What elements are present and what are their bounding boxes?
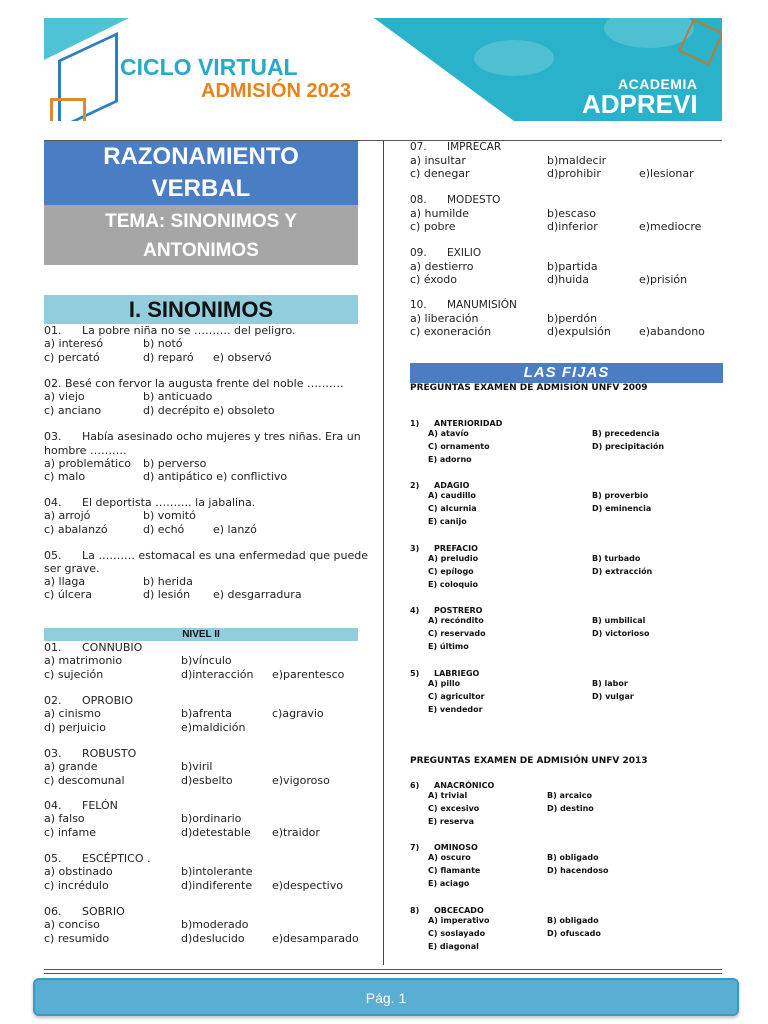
option: d)interacción	[181, 668, 254, 681]
option: e)lesionar	[639, 167, 694, 180]
exam-option: D) extracción	[592, 567, 653, 576]
exam-option: A) recóndito	[428, 616, 484, 625]
exam-option: D) destino	[547, 804, 594, 813]
option: b)afrenta	[181, 707, 232, 720]
exam-question-word: OBCECADO	[434, 906, 484, 915]
question-word: ROBUSTO	[82, 747, 137, 760]
title-block	[44, 141, 358, 205]
option: c) exoneración	[410, 325, 492, 338]
exam-option: A) trivial	[428, 791, 468, 800]
exam-option: D) victorioso	[592, 629, 650, 638]
option: c) éxodo	[410, 273, 458, 286]
question-word: CONNUBIO	[82, 641, 143, 654]
page-number: Pág. 1	[365, 990, 407, 1006]
exam-option: E) vendedor	[428, 705, 483, 714]
option: d)detestable	[181, 826, 251, 839]
question-stem: La ………. estomacal es una enfermedad que puede	[82, 549, 368, 562]
question-word: EXILIO	[447, 247, 482, 259]
exam-option: B) labor	[592, 679, 628, 688]
option: b)maldecir	[547, 154, 607, 167]
bottom-rule	[44, 973, 722, 974]
option: c) sujeción	[44, 668, 104, 681]
column-divider	[383, 141, 384, 965]
option: e)maldición	[181, 721, 246, 734]
exam-option: C) ornamento	[428, 442, 490, 451]
exam-option: C) excesivo	[428, 804, 480, 813]
option: b) notó	[143, 337, 183, 350]
tema-block	[44, 205, 358, 265]
exam-2009-heading: PREGUNTAS EXAMEN DE ADMISIÓN UNFV 2009	[410, 383, 648, 393]
exam-question-number: 2)	[410, 481, 420, 490]
exam-question-number: 7)	[410, 843, 420, 852]
option: a) insultar	[410, 154, 466, 167]
las-fijas-heading: LAS FIJAS	[410, 363, 723, 383]
option: b) vomitó	[143, 509, 196, 522]
option: c) percató	[44, 351, 100, 364]
option: a) cinismo	[44, 707, 101, 720]
exam-option: D) eminencia	[592, 504, 652, 513]
exam-option: E) reserva	[428, 817, 475, 826]
exam-option: A) caudillo	[428, 491, 476, 500]
question-number: 07.	[410, 141, 427, 153]
exam-2013-heading: PREGUNTAS EXAMEN DE ADMISIÓN UNFV 2013	[410, 756, 648, 766]
exam-option: B) proverbio	[592, 491, 649, 500]
option: e)abandono	[639, 325, 705, 338]
option: b)vínculo	[181, 654, 232, 667]
exam-question-word: LABRIEGO	[434, 669, 480, 678]
question-number: 08.	[410, 194, 427, 206]
question-stem: Había asesinado ocho mujeres y tres niñas. Era un	[82, 430, 361, 443]
option: d) decrépito	[143, 404, 210, 417]
question-number: 05.	[44, 549, 62, 562]
option: a) matrimonio	[44, 654, 123, 667]
exam-option: E) canijo	[428, 517, 467, 526]
bottom-rule	[44, 969, 722, 970]
exam-question-word: ADAGIO	[434, 481, 470, 490]
option: b)partida	[547, 260, 598, 273]
exam-option: C) flamante	[428, 866, 481, 875]
option: d)esbelto	[181, 774, 233, 787]
exam-option: D) hacendoso	[547, 866, 609, 875]
exam-option: B) turbado	[592, 554, 641, 563]
exam-option: A) pillo	[428, 679, 461, 688]
exam-option: A) oscuro	[428, 853, 471, 862]
question-number: 10.	[410, 299, 427, 311]
exam-option: E) último	[428, 642, 469, 651]
exam-option: B) obligado	[547, 853, 599, 862]
question-number: 05.	[44, 852, 62, 865]
title-line-2: VERBAL	[151, 175, 251, 202]
square-decoration	[50, 98, 86, 121]
question-number: 02.	[44, 694, 62, 707]
option: e)traidor	[272, 826, 320, 839]
title-box	[44, 141, 358, 265]
option: c) pobre	[410, 220, 456, 233]
option: e)vigoroso	[272, 774, 330, 787]
section-heading-sinonimos: I. SINONIMOS	[44, 295, 358, 324]
banner-ciclo: CICLO VIRTUAL	[120, 54, 298, 80]
exam-question-number: 6)	[410, 781, 420, 790]
option: c) denegar	[410, 167, 470, 180]
section-heading-nivel-2: NIVEL II	[44, 628, 358, 641]
exam-question-number: 3)	[410, 544, 420, 553]
option: c) anciano	[44, 404, 102, 417]
exam-option: B) arcaico	[547, 791, 593, 800]
option: d)expulsión	[547, 325, 611, 338]
question-number: 01.	[44, 324, 62, 337]
exam-question-number: 1)	[410, 419, 420, 428]
exam-option: D) precipitación	[592, 442, 665, 451]
option: b) perverso	[143, 457, 207, 470]
option: d)inferior	[547, 220, 598, 233]
option: e)desamparado	[272, 932, 359, 945]
option: e) observó	[213, 351, 272, 364]
option: c)agravio	[272, 707, 324, 720]
exam-option: E) diagonal	[428, 942, 479, 951]
question-number: 03.	[44, 430, 62, 443]
exam-option: B) obligado	[547, 916, 599, 925]
tema-line-2: ANTONIMOS	[143, 240, 259, 261]
option: a) falso	[44, 812, 85, 825]
question-stem: ser grave.	[44, 562, 100, 575]
option: d)huida	[547, 273, 589, 286]
option: b)ordinario	[181, 812, 242, 825]
exam-question-word: ANACRÓNICO	[434, 781, 495, 790]
option: c) incrédulo	[44, 879, 109, 892]
option: c) abalanzó	[44, 523, 108, 536]
exam-question-number: 8)	[410, 906, 420, 915]
exam-option: D) vulgar	[592, 692, 634, 701]
question-number: 04.	[44, 496, 62, 509]
exam-option: C) alcurnia	[428, 504, 477, 513]
option: b)escaso	[547, 207, 597, 220]
option: b) herida	[143, 575, 193, 588]
exam-option: E) aciago	[428, 879, 470, 888]
exam-question-word: ANTERIORIDAD	[434, 419, 503, 428]
exam-option: C) reservado	[428, 629, 486, 638]
option: a) llaga	[44, 575, 86, 588]
banner-blob	[474, 40, 554, 76]
question-stem: hombre ……….	[44, 444, 127, 457]
question-stem: El deportista ………. la jabalina.	[82, 496, 256, 509]
exam-question-number: 4)	[410, 606, 420, 615]
option: e) lanzó	[213, 523, 257, 536]
option: d)prohibir	[547, 167, 601, 180]
option: a) humilde	[410, 207, 470, 220]
question-word: IMPRECAR	[447, 141, 502, 153]
question-word: SOBRIO	[82, 905, 125, 918]
question-word: OPROBIO	[82, 694, 134, 707]
question-word: MODESTO	[447, 194, 501, 206]
option: d) perjuicio	[44, 721, 106, 734]
option: e)parentesco	[272, 668, 345, 681]
option: a) arrojó	[44, 509, 91, 522]
exam-option: E) coloquio	[428, 580, 479, 589]
exam-option: A) preludio	[428, 554, 479, 563]
option: a) interesó	[44, 337, 104, 350]
header-banner	[44, 18, 722, 121]
option: d) reparó	[143, 351, 194, 364]
question-number: 04.	[44, 799, 62, 812]
option: c) infame	[44, 826, 96, 839]
exam-question-word: PREFACIO	[434, 544, 478, 553]
exam-option: E) adorno	[428, 455, 472, 464]
option: e)mediocre	[639, 220, 702, 233]
option: a) viejo	[44, 390, 85, 403]
option: d) lesión	[143, 588, 191, 601]
exam-option: D) ofuscado	[547, 929, 601, 938]
exam-option: C) epílogo	[428, 567, 474, 576]
option: d)deslucido	[181, 932, 245, 945]
question-number: 03.	[44, 747, 62, 760]
exam-option: C) agricultor	[428, 692, 485, 701]
exam-option: A) atavío	[428, 429, 469, 438]
option: d) echó	[143, 523, 185, 536]
page-footer	[33, 978, 739, 1016]
question-stem: 02. Besé con fervor la augusta frente del noble ……….	[44, 377, 344, 390]
option: b)viril	[181, 760, 213, 773]
exam-option: B) umbilical	[592, 616, 646, 625]
tema-line-1: TEMA: SINONIMOS Y	[105, 211, 297, 232]
option: d) antipático e) conflictivo	[143, 470, 288, 483]
option: a) grande	[44, 760, 98, 773]
option: e)despectivo	[272, 879, 343, 892]
question-word: ESCÉPTICO .	[82, 852, 151, 865]
title-line-1: RAZONAMIENTO	[103, 143, 299, 170]
exam-question-word: OMINOSO	[434, 843, 478, 852]
option: e)prisión	[639, 273, 688, 286]
exam-question-word: POSTRERO	[434, 606, 483, 615]
option: a) liberación	[410, 312, 479, 325]
option: c) descomunal	[44, 774, 125, 787]
option: b)moderado	[181, 918, 249, 931]
banner-brand: ADPREVI	[582, 89, 698, 119]
question-stem: La pobre niña no se ………. del peligro.	[82, 324, 296, 337]
option: a) problemático	[44, 457, 131, 470]
exam-option: A) imperativo	[428, 916, 490, 925]
option: e) desgarradura	[213, 588, 302, 601]
option: a) obstinado	[44, 865, 113, 878]
option: b) anticuado	[143, 390, 213, 403]
option: c) resumido	[44, 932, 110, 945]
question-number: 09.	[410, 247, 427, 259]
banner-academia: ACADEMIA	[618, 76, 698, 92]
option: c) úlcera	[44, 588, 92, 601]
option: b)perdón	[547, 312, 598, 325]
question-number: 01.	[44, 641, 62, 654]
exam-option: B) precedencia	[592, 429, 660, 438]
option: c) malo	[44, 470, 86, 483]
exam-option: C) soslayado	[428, 929, 486, 938]
question-number: 06.	[44, 905, 62, 918]
option: a) conciso	[44, 918, 100, 931]
option: d)indiferente	[181, 879, 253, 892]
option: a) destierro	[410, 260, 474, 273]
banner-admision: ADMISIÓN 2023	[201, 80, 352, 102]
question-word: FELÓN	[82, 799, 118, 812]
option: e) obsoleto	[213, 404, 275, 417]
option: b)intolerante	[181, 865, 253, 878]
exam-question-number: 5)	[410, 669, 420, 678]
question-word: MANUMISIÓN	[447, 299, 517, 311]
